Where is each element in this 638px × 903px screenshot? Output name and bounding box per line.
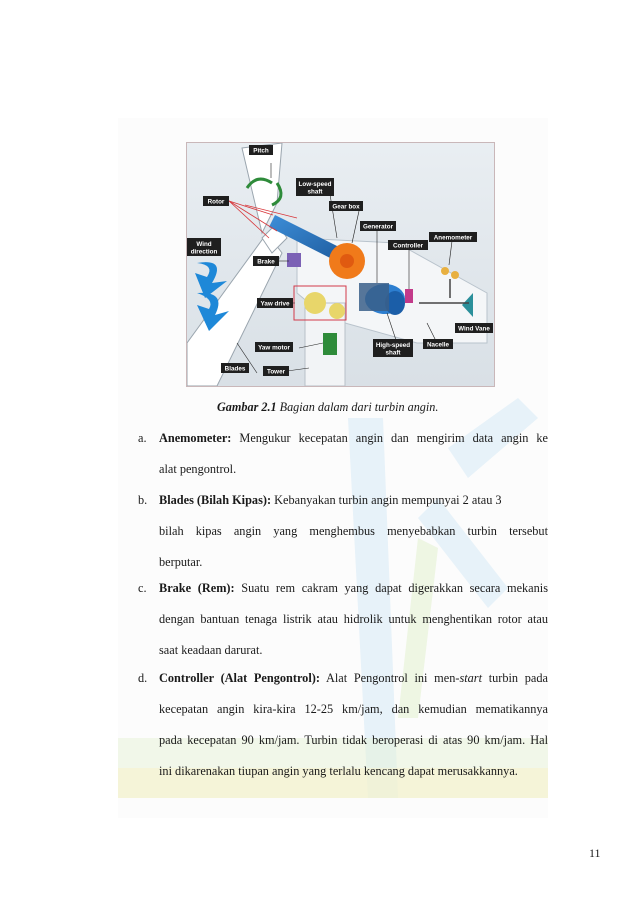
term: Controller (Alat Pengontrol):	[159, 671, 320, 685]
caption-label: Gambar 2.1	[217, 400, 277, 414]
text: turbin pada	[482, 671, 548, 685]
label-tower	[263, 366, 289, 376]
label-nacelle	[423, 339, 453, 349]
text: Suatu rem cakram yang dapat digerakkan secara mekanis	[234, 581, 548, 595]
list-line: ini dikarenakan tiupan angin yang terlalu kencang dapat merusakkannya.	[159, 764, 518, 778]
list-line: dengan bantuan tenaga listrik atau hidrolik untuk menghentikan rotor atau	[159, 612, 548, 626]
label-anemometer	[429, 232, 477, 242]
label-yaw-drive	[257, 298, 293, 308]
svg-text:Anemometer: Anemometer	[433, 234, 473, 242]
turbine-diagram	[186, 142, 495, 387]
list-marker: c.	[138, 581, 147, 595]
svg-text:Brake: Brake	[257, 258, 275, 266]
list-line: kecepatan angin kira-kira 12-25 km/jam, dan kemudian mematikannya	[159, 702, 548, 716]
label-wind-vane	[455, 323, 493, 333]
list-line: berputar.	[159, 555, 203, 569]
list-marker: a.	[138, 431, 147, 445]
svg-text:Controller: Controller	[392, 242, 424, 250]
svg-text:Low-speed: Low-speed	[298, 181, 332, 188]
svg-text:direction: direction	[190, 248, 218, 256]
svg-text:shaft: shaft	[385, 349, 401, 357]
list-line: alat pengontrol.	[159, 462, 237, 476]
svg-text:Wind Vane: Wind Vane	[458, 325, 490, 333]
label-gear-box	[329, 201, 363, 211]
list-marker: d.	[138, 671, 148, 685]
label-brake	[253, 256, 279, 266]
label-wind-direction	[187, 238, 221, 256]
label-rotor	[203, 196, 229, 206]
list-line	[159, 431, 548, 447]
text: Kebanyakan turbin angin mempunyai 2 atau 3	[271, 493, 502, 507]
page-number: 11	[589, 846, 601, 860]
label-blades	[221, 363, 249, 373]
term: Blades (Bilah Kipas):	[159, 493, 272, 507]
svg-text:High-speed: High-speed	[375, 342, 411, 349]
label-yaw-motor	[255, 342, 293, 352]
label-high-speed-shaft	[373, 339, 413, 357]
figure-caption	[217, 400, 438, 415]
svg-text:Nacelle: Nacelle	[426, 341, 450, 349]
svg-text:shaft: shaft	[307, 188, 323, 196]
svg-text:Wind: Wind	[196, 241, 212, 248]
list-line: saat keadaan darurat.	[159, 643, 263, 657]
list-line	[159, 581, 548, 597]
caption-text: Bagian dalam dari turbin angin.	[276, 400, 439, 414]
list-marker: b.	[138, 493, 148, 507]
svg-text:Generator: Generator	[362, 223, 394, 231]
svg-text:Gear box: Gear box	[332, 203, 360, 211]
text: Mengukur kecepatan angin dan mengirim data angin ke	[231, 431, 548, 445]
svg-text:Yaw drive: Yaw drive	[260, 300, 290, 308]
list-line: pada kecepatan 90 km/jam. Turbin tidak beroperasi di atas 90 km/jam. Hal	[159, 733, 548, 747]
label-controller	[388, 240, 428, 250]
text-italic: start	[459, 671, 482, 685]
svg-text:Tower: Tower	[266, 368, 286, 376]
list-line	[159, 671, 548, 687]
label-generator	[360, 221, 396, 231]
list-line: bilah kipas angin yang menghembus menyebabkan turbin tersebut	[159, 524, 548, 538]
svg-text:Yaw motor: Yaw motor	[258, 344, 290, 352]
term: Brake (Rem):	[159, 581, 235, 595]
svg-text:Rotor: Rotor	[207, 198, 225, 206]
label-low-speed-shaft	[296, 178, 334, 196]
list-line	[159, 493, 548, 509]
term: Anemometer:	[159, 431, 232, 445]
svg-text:Pitch: Pitch	[253, 147, 269, 155]
label-pitch	[249, 145, 273, 155]
svg-text:Blades: Blades	[224, 365, 246, 373]
text: Alat Pengontrol ini men-	[319, 671, 460, 685]
